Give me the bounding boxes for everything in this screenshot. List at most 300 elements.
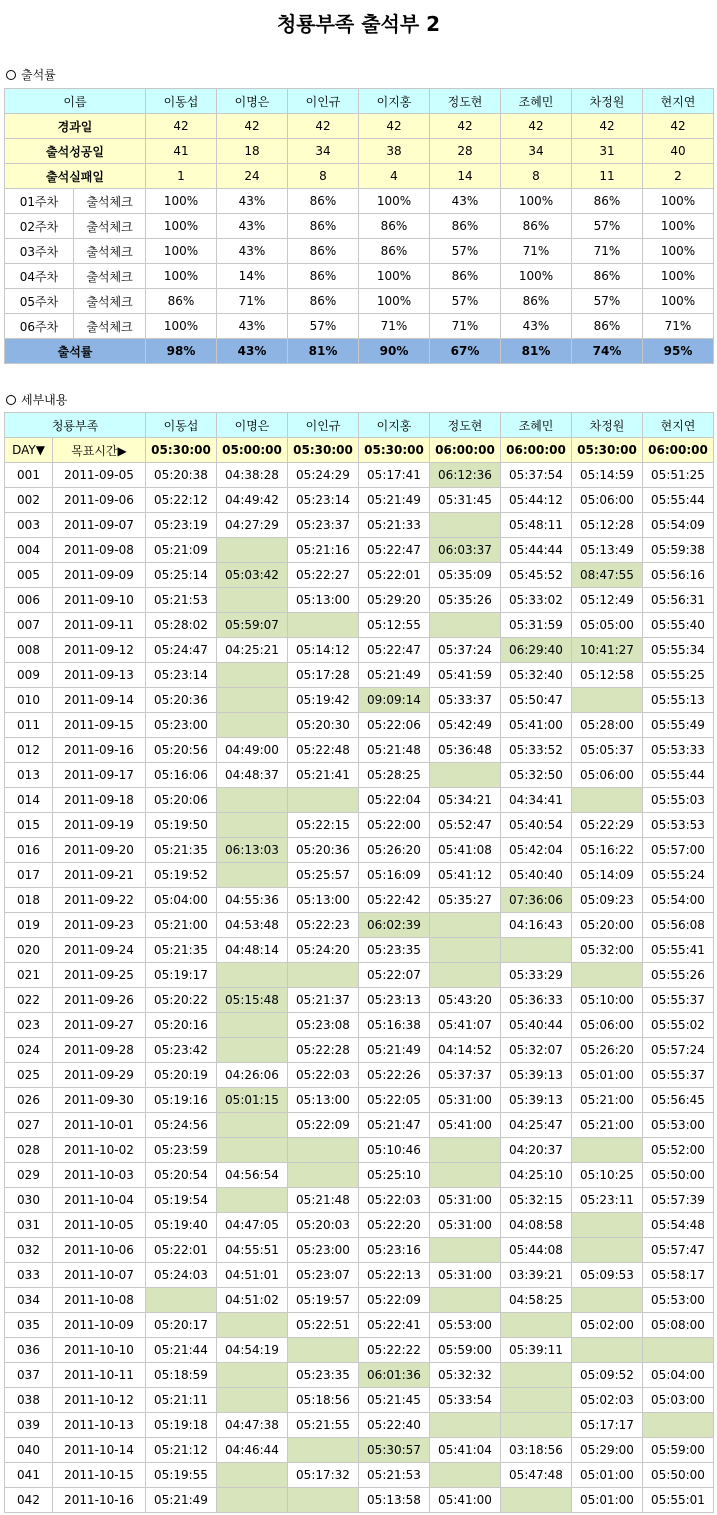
check-in-time-cell: 05:56:31 (643, 588, 714, 613)
check-in-time-cell: 03:18:56 (501, 1438, 572, 1463)
check-in-time-cell: 10:41:27 (572, 638, 643, 663)
check-in-time-cell: 05:22:09 (359, 1288, 430, 1313)
week-row (5, 214, 714, 239)
day-number-cell: 015 (5, 813, 53, 838)
date-cell: 2011-10-04 (53, 1188, 146, 1213)
check-in-time-cell: 05:14:59 (572, 463, 643, 488)
check-in-time-cell: 05:32:07 (501, 1038, 572, 1063)
check-in-time-cell: 05:20:17 (146, 1313, 217, 1338)
attendance-summary-table (4, 88, 714, 364)
check-label-cell: 출석체크 (74, 239, 146, 264)
check-in-time-cell: 04:51:01 (217, 1263, 288, 1288)
date-cell: 2011-10-02 (53, 1138, 146, 1163)
check-in-time-cell (288, 1438, 359, 1463)
table-row (5, 788, 714, 813)
check-in-time-cell: 05:55:02 (643, 1013, 714, 1038)
check-in-time-cell: 05:53:00 (430, 1313, 501, 1338)
date-cell: 2011-09-06 (53, 488, 146, 513)
check-in-time-cell: 06:02:39 (359, 913, 430, 938)
check-in-time-cell: 04:27:29 (217, 513, 288, 538)
check-in-time-cell: 05:13:00 (288, 1088, 359, 1113)
stat-value-cell: 34 (288, 139, 359, 164)
check-in-time-cell: 05:23:19 (146, 513, 217, 538)
day-number-cell: 017 (5, 863, 53, 888)
check-in-time-cell: 04:54:19 (217, 1338, 288, 1363)
check-in-time-cell (572, 1338, 643, 1363)
check-in-time-cell: 05:13:58 (359, 1488, 430, 1513)
date-cell: 2011-09-16 (53, 738, 146, 763)
check-in-time-cell (643, 1338, 714, 1363)
check-in-time-cell: 05:21:49 (359, 488, 430, 513)
date-cell: 2011-09-20 (53, 838, 146, 863)
check-in-time-cell: 05:21:12 (146, 1438, 217, 1463)
day-number-cell: 012 (5, 738, 53, 763)
check-in-time-cell (217, 663, 288, 688)
check-in-time-cell (217, 1463, 288, 1488)
stat-value-cell: 1 (146, 164, 217, 189)
check-in-time-cell (430, 913, 501, 938)
check-in-time-cell: 04:46:44 (217, 1438, 288, 1463)
date-cell: 2011-09-13 (53, 663, 146, 688)
check-in-time-cell: 05:28:25 (359, 763, 430, 788)
date-cell: 2011-10-08 (53, 1288, 146, 1313)
check-in-time-cell: 05:12:58 (572, 663, 643, 688)
member-name-cell: 조혜민 (501, 413, 572, 438)
week-rate-cell: 86% (288, 214, 359, 239)
table-row (5, 538, 714, 563)
week-rate-cell: 86% (430, 264, 501, 289)
check-in-time-cell: 05:55:49 (643, 713, 714, 738)
week-rate-cell: 100% (359, 189, 430, 214)
check-in-time-cell: 05:26:20 (572, 1038, 643, 1063)
check-in-time-cell: 05:22:42 (359, 888, 430, 913)
check-in-time-cell: 05:55:41 (643, 938, 714, 963)
check-in-time-cell (217, 1313, 288, 1338)
check-in-time-cell: 05:33:02 (501, 588, 572, 613)
date-cell: 2011-09-23 (53, 913, 146, 938)
check-in-time-cell: 05:35:27 (430, 888, 501, 913)
check-in-time-cell: 05:57:00 (643, 838, 714, 863)
check-in-time-cell (430, 1138, 501, 1163)
check-in-time-cell: 05:20:16 (146, 1013, 217, 1038)
table-row (5, 813, 714, 838)
check-in-time-cell: 05:51:25 (643, 463, 714, 488)
week-rate-cell: 100% (146, 314, 217, 339)
check-in-time-cell: 05:19:42 (288, 688, 359, 713)
check-in-time-cell (430, 1163, 501, 1188)
check-in-time-cell: 05:58:17 (643, 1263, 714, 1288)
table-row (5, 863, 714, 888)
check-in-time-cell: 05:23:35 (288, 1363, 359, 1388)
check-in-time-cell: 05:19:40 (146, 1213, 217, 1238)
week-rate-cell: 43% (217, 239, 288, 264)
table-row (5, 763, 714, 788)
check-in-time-cell (217, 1488, 288, 1513)
day-number-cell: 009 (5, 663, 53, 688)
table-row (5, 738, 714, 763)
check-in-time-cell: 05:29:20 (359, 588, 430, 613)
check-in-time-cell: 05:52:47 (430, 813, 501, 838)
check-in-time-cell: 05:41:07 (430, 1013, 501, 1038)
check-in-time-cell: 05:41:00 (430, 1113, 501, 1138)
date-cell: 2011-09-10 (53, 588, 146, 613)
target-time-cell: 05:30:00 (359, 438, 430, 463)
check-in-time-cell (430, 938, 501, 963)
check-in-time-cell: 05:21:53 (146, 588, 217, 613)
stat-value-cell: 42 (501, 114, 572, 139)
day-number-cell: 006 (5, 588, 53, 613)
check-in-time-cell: 08:47:55 (572, 563, 643, 588)
week-rate-cell: 71% (217, 289, 288, 314)
week-rate-cell: 43% (217, 214, 288, 239)
check-in-time-cell: 05:57:47 (643, 1238, 714, 1263)
stat-value-cell: 41 (146, 139, 217, 164)
week-rate-cell: 71% (572, 239, 643, 264)
table-row (5, 1313, 714, 1338)
check-in-time-cell: 05:23:16 (359, 1238, 430, 1263)
date-cell: 2011-10-10 (53, 1338, 146, 1363)
day-header-cell: DAY▼ (5, 438, 53, 463)
week-rate-cell: 71% (359, 314, 430, 339)
check-in-time-cell: 05:22:05 (359, 1088, 430, 1113)
member-name-cell: 현지연 (643, 413, 714, 438)
check-in-time-cell: 05:31:00 (430, 1263, 501, 1288)
check-in-time-cell: 05:23:13 (359, 988, 430, 1013)
table-row (5, 1363, 714, 1388)
table-row (5, 513, 714, 538)
member-name-cell: 정도현 (430, 89, 501, 114)
date-cell: 2011-09-26 (53, 988, 146, 1013)
date-cell: 2011-10-06 (53, 1238, 146, 1263)
check-in-time-cell: 05:19:57 (288, 1288, 359, 1313)
check-in-time-cell: 05:10:00 (572, 988, 643, 1013)
check-in-time-cell: 05:55:37 (643, 988, 714, 1013)
table-row (5, 888, 714, 913)
check-in-time-cell: 05:56:45 (643, 1088, 714, 1113)
date-cell: 2011-09-11 (53, 613, 146, 638)
check-in-time-cell: 05:21:09 (146, 538, 217, 563)
check-in-time-cell: 05:59:00 (430, 1338, 501, 1363)
week-rate-cell: 100% (359, 264, 430, 289)
check-in-time-cell: 05:21:45 (359, 1388, 430, 1413)
table-row (5, 1438, 714, 1463)
check-in-time-cell: 05:16:38 (359, 1013, 430, 1038)
check-in-time-cell (288, 963, 359, 988)
check-in-time-cell: 05:19:50 (146, 813, 217, 838)
table-row (5, 938, 714, 963)
day-number-cell: 020 (5, 938, 53, 963)
rate-value-cell: 74% (572, 339, 643, 364)
day-number-cell: 034 (5, 1288, 53, 1313)
table-row (5, 1063, 714, 1088)
date-cell: 2011-09-27 (53, 1013, 146, 1038)
check-in-time-cell: 05:25:14 (146, 563, 217, 588)
circle-bullet-icon (6, 70, 16, 80)
date-cell: 2011-09-08 (53, 538, 146, 563)
day-number-cell: 018 (5, 888, 53, 913)
table-row (5, 488, 714, 513)
check-in-time-cell (572, 1138, 643, 1163)
week-rate-cell: 86% (359, 214, 430, 239)
table-row (5, 1013, 714, 1038)
check-in-time-cell: 05:20:54 (146, 1163, 217, 1188)
day-number-cell: 004 (5, 538, 53, 563)
attendance-detail-table (4, 412, 714, 1513)
stat-value-cell: 24 (217, 164, 288, 189)
check-in-time-cell: 05:44:12 (501, 488, 572, 513)
check-in-time-cell (430, 613, 501, 638)
table-row (5, 1213, 714, 1238)
check-in-time-cell: 05:04:00 (146, 888, 217, 913)
check-in-time-cell: 05:01:00 (572, 1488, 643, 1513)
check-in-time-cell: 05:57:24 (643, 1038, 714, 1063)
check-in-time-cell (217, 1138, 288, 1163)
check-in-time-cell: 05:40:40 (501, 863, 572, 888)
week-rate-cell: 86% (430, 214, 501, 239)
day-number-cell: 014 (5, 788, 53, 813)
rate-value-cell: 43% (217, 339, 288, 364)
check-in-time-cell: 05:05:00 (572, 613, 643, 638)
check-in-time-cell: 05:24:20 (288, 938, 359, 963)
check-in-time-cell: 05:04:00 (643, 1363, 714, 1388)
check-in-time-cell (501, 1363, 572, 1388)
check-in-time-cell: 05:53:00 (643, 1113, 714, 1138)
week-rate-cell: 86% (572, 189, 643, 214)
check-in-time-cell (501, 938, 572, 963)
check-in-time-cell: 05:55:24 (643, 863, 714, 888)
date-cell: 2011-10-14 (53, 1438, 146, 1463)
check-in-time-cell: 05:59:07 (217, 613, 288, 638)
stat-value-cell: 18 (217, 139, 288, 164)
check-in-time-cell: 05:37:54 (501, 463, 572, 488)
check-in-time-cell (288, 1338, 359, 1363)
check-in-time-cell (430, 1288, 501, 1313)
detail-header-row (5, 413, 714, 438)
check-in-time-cell: 05:55:37 (643, 1063, 714, 1088)
check-in-time-cell: 05:54:48 (643, 1213, 714, 1238)
check-in-time-cell: 05:22:23 (288, 913, 359, 938)
check-in-time-cell: 05:06:00 (572, 1013, 643, 1038)
target-time-cell: 05:00:00 (217, 438, 288, 463)
check-in-time-cell: 05:22:07 (359, 963, 430, 988)
table-row (5, 688, 714, 713)
check-in-time-cell: 05:23:42 (146, 1038, 217, 1063)
check-in-time-cell: 05:21:44 (146, 1338, 217, 1363)
check-in-time-cell: 05:17:17 (572, 1413, 643, 1438)
check-in-time-cell: 05:36:48 (430, 738, 501, 763)
check-in-time-cell: 05:21:49 (359, 1038, 430, 1063)
day-number-cell: 041 (5, 1463, 53, 1488)
day-number-cell: 038 (5, 1388, 53, 1413)
check-in-time-cell: 05:21:35 (146, 838, 217, 863)
check-in-time-cell (288, 1163, 359, 1188)
stat-label-cell: 출석실패일 (5, 164, 146, 189)
date-cell: 2011-09-05 (53, 463, 146, 488)
check-in-time-cell: 05:41:04 (430, 1438, 501, 1463)
table-row (5, 638, 714, 663)
check-in-time-cell: 05:32:40 (501, 663, 572, 688)
check-in-time-cell: 05:09:53 (572, 1263, 643, 1288)
check-in-time-cell: 05:22:48 (288, 738, 359, 763)
check-in-time-cell: 05:23:37 (288, 513, 359, 538)
check-in-time-cell: 04:55:51 (217, 1238, 288, 1263)
table-row (5, 563, 714, 588)
check-in-time-cell: 05:22:06 (359, 713, 430, 738)
day-number-cell: 010 (5, 688, 53, 713)
week-rate-cell: 86% (288, 189, 359, 214)
check-in-time-cell: 05:22:22 (359, 1338, 430, 1363)
check-in-time-cell: 05:20:03 (288, 1213, 359, 1238)
check-in-time-cell: 05:50:00 (643, 1163, 714, 1188)
table-row (5, 1463, 714, 1488)
check-in-time-cell: 04:48:37 (217, 763, 288, 788)
check-in-time-cell: 05:18:59 (146, 1363, 217, 1388)
check-in-time-cell: 05:28:00 (572, 713, 643, 738)
table-row (5, 963, 714, 988)
stat-value-cell: 42 (359, 114, 430, 139)
check-in-time-cell: 05:20:00 (572, 913, 643, 938)
check-in-time-cell: 05:59:38 (643, 538, 714, 563)
day-number-cell: 019 (5, 913, 53, 938)
week-rate-cell: 57% (430, 239, 501, 264)
week-rate-cell: 86% (572, 314, 643, 339)
week-row (5, 189, 714, 214)
check-in-time-cell: 05:14:09 (572, 863, 643, 888)
check-label-cell: 출석체크 (74, 264, 146, 289)
check-in-time-cell: 05:39:13 (501, 1088, 572, 1113)
check-in-time-cell: 05:44:44 (501, 538, 572, 563)
check-in-time-cell: 05:10:25 (572, 1163, 643, 1188)
stat-value-cell: 11 (572, 164, 643, 189)
check-in-time-cell: 05:40:54 (501, 813, 572, 838)
date-cell: 2011-09-18 (53, 788, 146, 813)
check-in-time-cell: 05:47:48 (501, 1463, 572, 1488)
check-in-time-cell: 05:22:12 (146, 488, 217, 513)
rate-value-cell: 67% (430, 339, 501, 364)
check-in-time-cell: 05:22:01 (146, 1238, 217, 1263)
week-row (5, 314, 714, 339)
check-in-time-cell: 05:31:59 (501, 613, 572, 638)
check-in-time-cell: 05:24:03 (146, 1263, 217, 1288)
week-rate-cell: 86% (288, 289, 359, 314)
check-in-time-cell: 05:23:35 (359, 938, 430, 963)
stat-value-cell: 42 (288, 114, 359, 139)
check-in-time-cell (217, 1113, 288, 1138)
check-in-time-cell: 05:13:00 (288, 888, 359, 913)
date-cell: 2011-10-09 (53, 1313, 146, 1338)
check-in-time-cell: 05:18:56 (288, 1388, 359, 1413)
week-rate-cell: 57% (430, 289, 501, 314)
check-in-time-cell (572, 963, 643, 988)
check-in-time-cell: 05:19:17 (146, 963, 217, 988)
stat-value-cell: 42 (572, 114, 643, 139)
check-in-time-cell: 04:49:00 (217, 738, 288, 763)
check-in-time-cell: 05:03:00 (643, 1388, 714, 1413)
check-in-time-cell: 05:52:00 (643, 1138, 714, 1163)
week-rate-cell: 100% (146, 264, 217, 289)
week-rate-cell: 86% (501, 214, 572, 239)
check-in-time-cell (217, 863, 288, 888)
check-in-time-cell: 05:19:54 (146, 1188, 217, 1213)
check-in-time-cell: 05:42:04 (501, 838, 572, 863)
check-in-time-cell: 05:23:00 (146, 713, 217, 738)
circle-bullet-icon (6, 395, 16, 405)
table-row (5, 1488, 714, 1513)
check-in-time-cell (217, 1363, 288, 1388)
stat-value-cell: 42 (430, 114, 501, 139)
check-in-time-cell (217, 588, 288, 613)
check-in-time-cell (430, 1413, 501, 1438)
check-in-time-cell: 05:21:00 (572, 1113, 643, 1138)
day-number-cell: 027 (5, 1113, 53, 1138)
table-row (5, 1113, 714, 1138)
check-in-time-cell: 05:22:28 (288, 1038, 359, 1063)
check-in-time-cell: 05:53:53 (643, 813, 714, 838)
check-in-time-cell (288, 1138, 359, 1163)
check-in-time-cell (501, 1488, 572, 1513)
target-time-cell: 06:00:00 (643, 438, 714, 463)
check-in-time-cell: 05:33:29 (501, 963, 572, 988)
check-in-time-cell: 05:33:52 (501, 738, 572, 763)
table-row (5, 588, 714, 613)
member-name-cell: 이지홍 (359, 413, 430, 438)
check-in-time-cell: 05:54:00 (643, 888, 714, 913)
check-in-time-cell: 05:55:34 (643, 638, 714, 663)
check-in-time-cell: 06:03:37 (430, 538, 501, 563)
check-in-time-cell (288, 788, 359, 813)
table-row (5, 713, 714, 738)
day-number-cell: 040 (5, 1438, 53, 1463)
check-in-time-cell: 05:56:16 (643, 563, 714, 588)
date-cell: 2011-09-15 (53, 713, 146, 738)
check-in-time-cell: 04:25:10 (501, 1163, 572, 1188)
check-label-cell: 출석체크 (74, 214, 146, 239)
check-in-time-cell: 05:50:00 (643, 1463, 714, 1488)
check-in-time-cell: 05:19:55 (146, 1463, 217, 1488)
table-row (5, 463, 714, 488)
check-in-time-cell (501, 1388, 572, 1413)
day-number-cell: 030 (5, 1188, 53, 1213)
day-number-cell: 033 (5, 1263, 53, 1288)
check-in-time-cell: 05:21:33 (359, 513, 430, 538)
check-in-time-cell (146, 1288, 217, 1313)
check-in-time-cell: 05:50:47 (501, 688, 572, 713)
target-time-cell: 05:30:00 (572, 438, 643, 463)
week-rate-cell: 100% (146, 214, 217, 239)
table-row (5, 1388, 714, 1413)
check-in-time-cell: 05:21:37 (288, 988, 359, 1013)
check-in-time-cell (217, 1188, 288, 1213)
check-in-time-cell: 05:09:23 (572, 888, 643, 913)
check-in-time-cell: 05:31:00 (430, 1088, 501, 1113)
rate-value-cell: 98% (146, 339, 217, 364)
check-in-time-cell: 06:29:40 (501, 638, 572, 663)
check-in-time-cell: 05:05:37 (572, 738, 643, 763)
check-in-time-cell: 05:06:00 (572, 488, 643, 513)
day-number-cell: 021 (5, 963, 53, 988)
stat-value-cell: 40 (643, 139, 714, 164)
check-in-time-cell: 05:53:33 (643, 738, 714, 763)
check-in-time-cell: 05:21:49 (146, 1488, 217, 1513)
check-in-time-cell (217, 1388, 288, 1413)
check-in-time-cell: 05:41:12 (430, 863, 501, 888)
check-in-time-cell: 04:47:05 (217, 1213, 288, 1238)
check-in-time-cell: 05:06:00 (572, 763, 643, 788)
target-header-cell: 목표시간▶ (53, 438, 146, 463)
check-in-time-cell: 05:35:26 (430, 588, 501, 613)
date-cell: 2011-09-22 (53, 888, 146, 913)
check-in-time-cell: 04:25:47 (501, 1113, 572, 1138)
